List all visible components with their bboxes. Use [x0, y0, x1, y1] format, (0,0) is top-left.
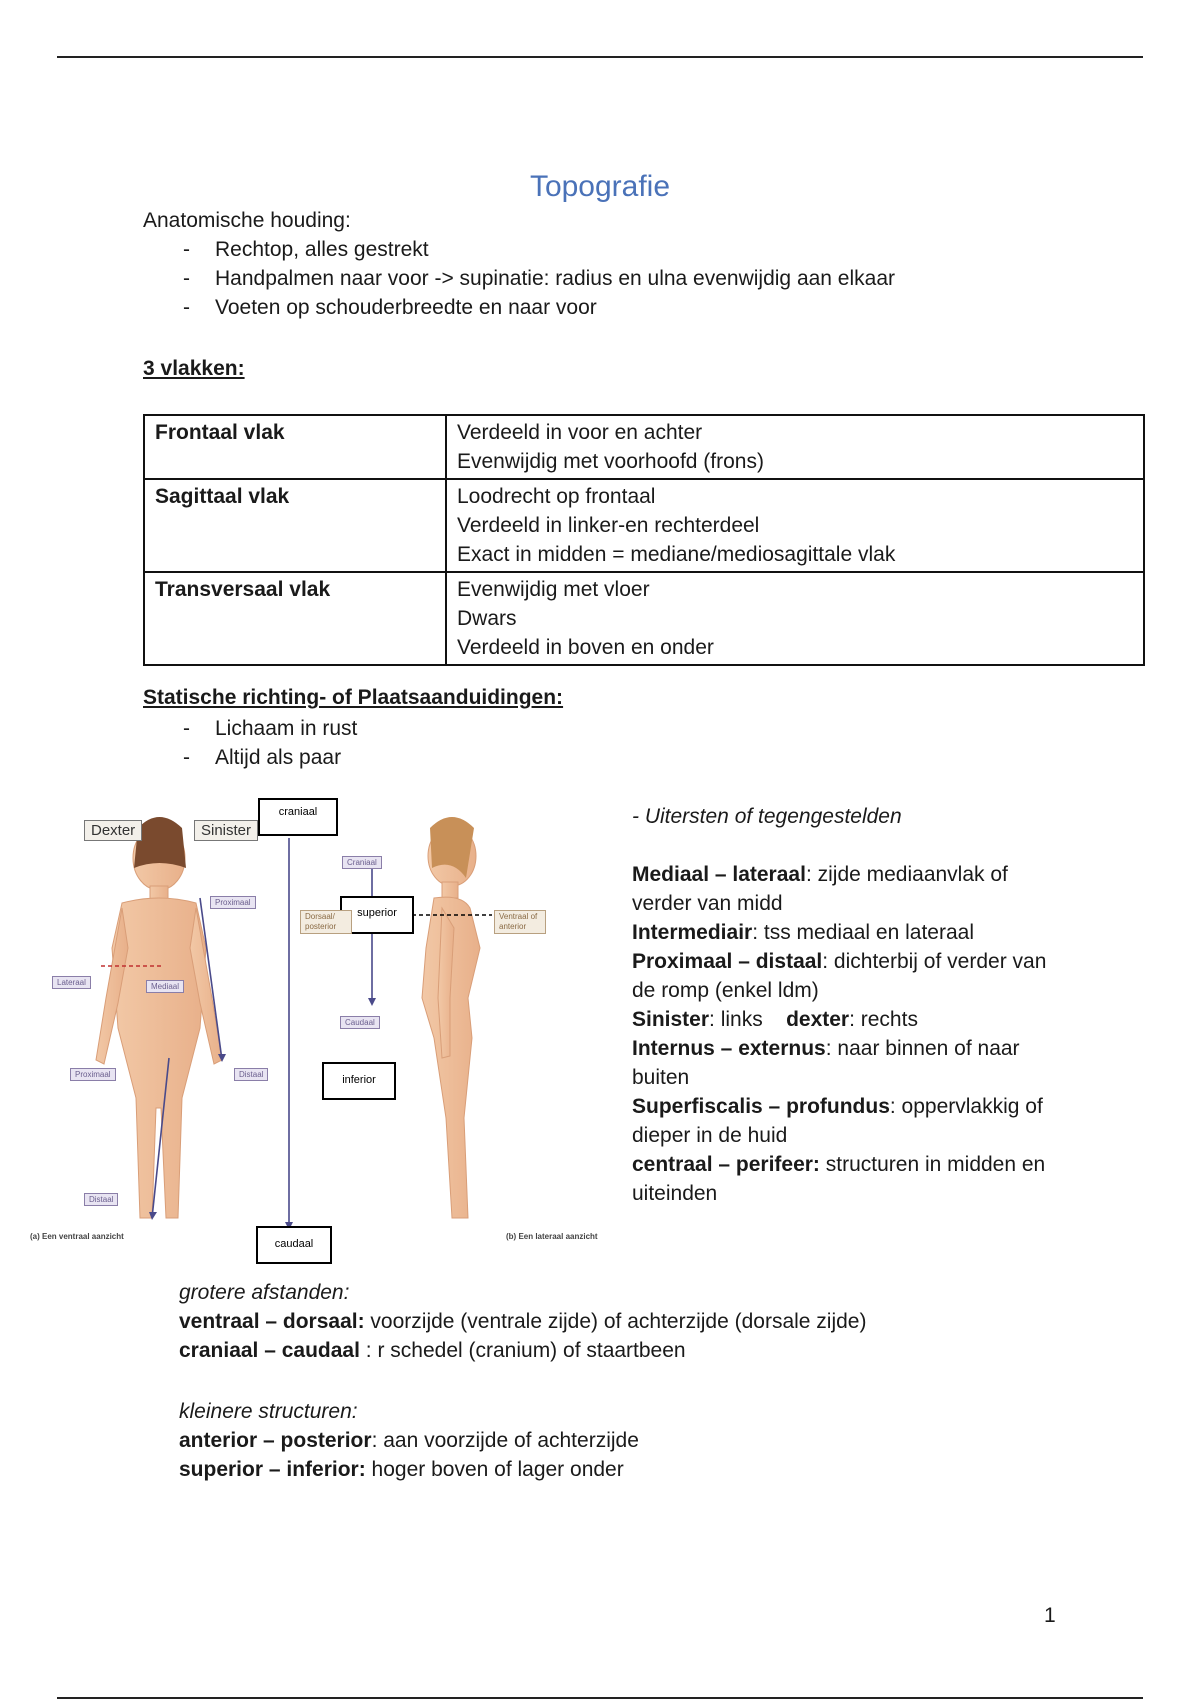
- desc-line: Evenwijdig met voorhoofd (frons): [457, 450, 764, 473]
- list-item: - Lichaam in rust: [143, 714, 357, 743]
- list-item: - Voeten op schouderbreedte en naar voor: [143, 293, 895, 322]
- entry-superfiscalis: Superfiscalis – profundus: oppervlakkig of dieper in de huid: [632, 1095, 1043, 1147]
- bottom-rule: [57, 1697, 1143, 1699]
- page-number: 1: [1044, 1604, 1056, 1627]
- entry-mediaal: Mediaal – lateraal: zijde mediaanvlak of verder van midd: [632, 863, 1008, 915]
- table-row: [144, 572, 1144, 665]
- table-cell-name: Transversaal vlak: [144, 572, 446, 665]
- desc-line: Loodrecht op frontaal: [457, 485, 656, 508]
- entry-intermediair: Intermediair: tss mediaal en lateraal: [632, 921, 975, 944]
- caption-a: (a) Een ventraal aanzicht: [30, 1232, 124, 1241]
- inferior-box: inferior: [322, 1062, 396, 1100]
- grotere-section: [179, 1278, 866, 1365]
- dorsaal-label: Dorsaal/ posterior: [300, 910, 352, 934]
- vlakken-heading: 3 vlakken:: [143, 357, 245, 380]
- craniaal-small-label: Craniaal: [342, 856, 382, 869]
- page-title: Topografie: [529, 170, 671, 203]
- sinister-label: Sinister: [194, 820, 258, 841]
- entry-internus: Internus – externus: naar binnen of naar buiten: [632, 1037, 1020, 1089]
- list-item: - Rechtop, alles gestrekt: [143, 235, 895, 264]
- desc-line: Dwars: [457, 607, 517, 630]
- anatomische-list: [143, 235, 895, 322]
- statisch-list: [143, 714, 357, 772]
- desc-line: Verdeeld in linker-en rechterdeel: [457, 514, 760, 537]
- table-cell-desc: [446, 415, 1144, 479]
- table-cell-name: Frontaal vlak: [144, 415, 446, 479]
- caudaal-box: caudaal: [256, 1226, 332, 1264]
- desc-line: Evenwijdig met vloer: [457, 578, 650, 601]
- table-row: [144, 479, 1144, 572]
- distaal-mid-label: Distaal: [234, 1068, 268, 1081]
- entry-centraal: centraal – perifeer: structuren in midden en uiteinden: [632, 1153, 1046, 1205]
- desc-line: Exact in midden = mediane/mediosagittale vlak: [457, 543, 896, 566]
- statisch-heading: Statische richting- of Plaatsaanduidingen:: [143, 686, 564, 709]
- mediaal-label: Mediaal: [146, 980, 184, 993]
- kleinere-heading: kleinere structuren:: [179, 1400, 358, 1423]
- grotere-line: ventraal – dorsaal: voorzijde (ventrale zijde) of achterzijde (dorsale zijde): [179, 1310, 867, 1333]
- caudaal-small-label: Caudaal: [340, 1016, 380, 1029]
- anatomische-heading: Anatomische houding:: [143, 209, 351, 232]
- side-body: [422, 817, 480, 1218]
- list-item: - Handpalmen naar voor -> supinatie: radius en ulna evenwijdig aan elkaar: [143, 264, 895, 293]
- proximaal-top-label: Proximaal: [210, 896, 256, 909]
- table-cell-desc: [446, 479, 1144, 572]
- kleinere-line: anterior – posterior: aan voorzijde of achterzijde: [179, 1429, 639, 1452]
- kleinere-line: superior – inferior: hoger boven of lager onder: [179, 1458, 624, 1481]
- right-intro: - Uitersten of tegengestelden: [632, 805, 902, 828]
- table-cell-name: Sagittaal vlak: [144, 479, 446, 572]
- entry-proximaal: Proximaal – distaal: dichterbij of verder van de romp (enkel ldm): [632, 950, 1047, 1002]
- craniaal-box: craniaal: [258, 798, 338, 836]
- caption-b: (b) Een lateraal aanzicht: [506, 1232, 598, 1241]
- kleinere-section: [179, 1397, 639, 1484]
- desc-line: Verdeeld in boven en onder: [457, 636, 714, 659]
- ventraal-label: Ventraal of anterior: [494, 910, 546, 934]
- table-cell-desc: [446, 572, 1144, 665]
- distaal-low-label: Distaal: [84, 1193, 118, 1206]
- dexter-label: Dexter: [84, 820, 142, 841]
- list-item: - Altijd als paar: [143, 743, 357, 772]
- anatomy-figure: [22, 798, 614, 1268]
- desc-line: Verdeeld in voor en achter: [457, 421, 703, 444]
- entry-sinister-dexter: Sinister: links dexter: rechts: [632, 1008, 918, 1031]
- proximaal-low-label: Proximaal: [70, 1068, 116, 1081]
- superior-box: superior: [340, 896, 414, 934]
- right-column: [632, 802, 1072, 1208]
- table-row: [144, 415, 1144, 479]
- lateraal-label: Lateraal: [52, 976, 91, 989]
- grotere-heading: grotere afstanden:: [179, 1281, 350, 1304]
- grotere-line: craniaal – caudaal : r schedel (cranium) of staartbeen: [179, 1339, 686, 1362]
- top-rule: [57, 56, 1143, 58]
- vlakken-table: [143, 414, 1145, 666]
